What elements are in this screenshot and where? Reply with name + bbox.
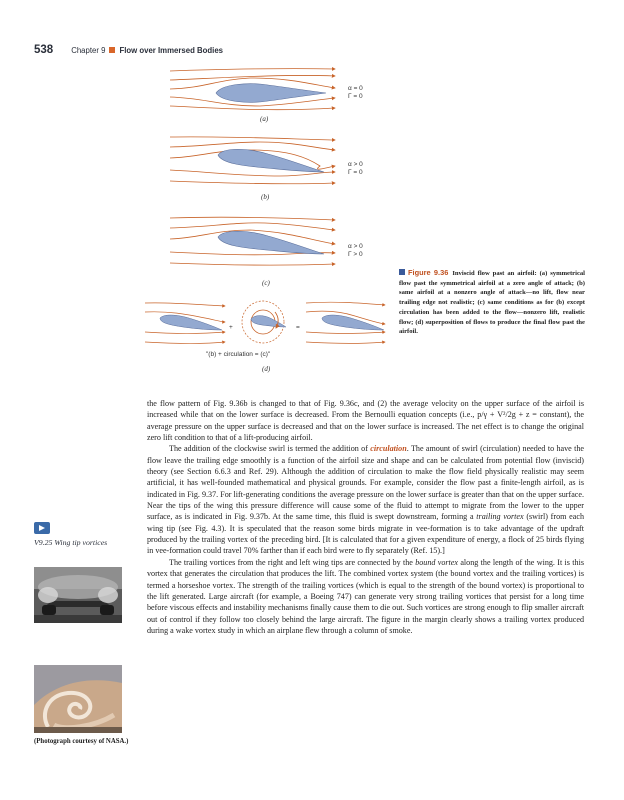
- streamline: [170, 181, 335, 184]
- streamline: [145, 303, 225, 306]
- panel-b: [170, 137, 363, 201]
- streamline: [170, 142, 335, 150]
- panel-a: [170, 69, 363, 123]
- equals-sign: =: [296, 324, 300, 331]
- streamline: [145, 342, 225, 344]
- streamline: [170, 223, 335, 230]
- alpha-label: α > 0: [348, 161, 363, 168]
- streamline: [145, 332, 225, 334]
- streamline: [170, 217, 335, 220]
- video-play-icon[interactable]: [34, 522, 50, 534]
- smoke-vortex-photo: [34, 665, 122, 733]
- paragraph: The addition of the clockwise swirl is termed the addition of circulation. The amount of swirl (circulation) needed to have the flow leave the trailing edge smoothly is a function of the airfoil size and shape and can be calculated from potential flow (inviscid) theory (see Section 6.6.3 and Ref. 29). Although the addition of circulation to make the flow field physically realistic may seem artificial, it has well-founded mathematical and physical grounds. For example, consider the flow past a finite-length airfoil, as is indicated in Fig. 9.37. For lift-generating conditions the average pressure on the lower surface is greater than that on the upper surface. Near the tips of the wing this pressure difference will cause some of the fluid to attempt to migrate from the lower to the upper surface, as is indicated in Fig. 9.37b. At the same time, this fluid is swept downstream, forming a trailing vortex (swirl) from each wing tip (see Fig. 4.3). It is speculated that the reason some birds migrate in vee-formation is to take advantage of the updraft produced by the trailing vortex of the preceding bird. [It is calculated that for a given expenditure of energy, a flock of 25 birds flying in vee-formation could travel 70% farther than if each bird were to fly separately (Ref. 15).]: [147, 444, 584, 556]
- video-link[interactable]: V9.25 Wing tip vortices: [34, 538, 108, 547]
- streamline: [306, 342, 385, 344]
- photo-credit: (Photograph courtesy of NASA.): [34, 738, 129, 745]
- gamma-label: Γ = 0: [348, 93, 363, 100]
- streamline: [170, 69, 335, 71]
- gamma-label: Γ = 0: [348, 169, 363, 176]
- panel-label: (d): [262, 365, 271, 373]
- caption-square-icon: [399, 269, 405, 275]
- airfoil-shape: [218, 149, 324, 172]
- term-bound-vortex: bound vortex: [415, 557, 458, 567]
- alpha-label: α > 0: [348, 243, 363, 250]
- wing-tip-vortex-photo: [34, 567, 122, 623]
- panel-c: [170, 217, 363, 287]
- panel-label: (c): [262, 279, 270, 287]
- page-number: 538: [34, 44, 54, 56]
- figure-caption: [399, 268, 585, 337]
- panel-label: (b): [261, 193, 270, 201]
- streamline: [170, 106, 335, 110]
- airfoil-shape: [251, 316, 286, 327]
- caption-text: Inviscid flow past an airfoil: (a) symmetrical flow past the symmetrical airfoil at a zero angle of attack; (b) same airfoil at a nonzero angle of attack—no lift, flow near trailing edge not realistic; (c) same conditions as for (b) except circulation has been added to the flow—nonzero lift, realistic flow; (d) superposition of flows to produce the final flow past the airfoil.: [399, 270, 585, 336]
- panel-d: [145, 301, 385, 373]
- chapter-title: Flow over Immersed Bodies: [119, 46, 223, 55]
- alpha-label: α = 0: [348, 85, 363, 92]
- streamline: [170, 263, 335, 265]
- plus-sign: +: [229, 324, 233, 331]
- airfoil-shape: [218, 231, 324, 254]
- figure-label: Figure 9.36: [408, 268, 449, 277]
- paragraph: the flow pattern of Fig. 9.36b is changed to that of Fig. 9.36c, and (2) the average velocity on the upper surface of the airfoil is increased while that on the lower surface is decreased. From the Bernoulli equation concepts (i.e., p/γ + V²/2g + z = constant), the average pressure on the upper surface is decreased and that on the lower surface is increased. The net effect is to change the original zero lift condition to that of a lift-producing airfoil.: [147, 399, 584, 443]
- body-text: [147, 398, 584, 636]
- keyword-circulation: circulation: [370, 444, 407, 454]
- chapter-number: Chapter 9: [71, 46, 106, 55]
- gamma-label: Γ > 0: [348, 251, 363, 258]
- superposition-note: "(b) + circulation = (c)": [206, 351, 271, 358]
- airfoil-shape: [160, 315, 222, 330]
- term-trailing-vortex: trailing vortex: [476, 512, 524, 522]
- panel-label: (a): [260, 115, 269, 123]
- streamline: [306, 332, 385, 334]
- paragraph: The trailing vortices from the right and left wing tips are connected by the bound vortex along the length of the wing. It is this vortex that generates the circulation that produces the lift. The combined vortex system (the bound vortex and the trailing vortices) is termed a horseshoe vortex. The strength of the trailing vortices (which is equal to the strength of the bound vortex) is proportional to the lift generated. Large aircraft (for example, a Boeing 747) can generate very strong trailing vortices that persist for a long time before viscous effects and instability mechanisms finally cause them to die out. Such vortices are strong enough to flip smaller aircraft out of control if they follow too closely behind the large aircraft. The figure in the margin clearly shows a trailing vortex produced during a wake vortex study in which an airplane flew through a column of smoke.: [147, 557, 584, 635]
- streamline: [306, 302, 385, 305]
- airfoil-shape: [216, 84, 326, 103]
- streamline: [170, 137, 335, 140]
- airfoil-shape: [322, 315, 384, 330]
